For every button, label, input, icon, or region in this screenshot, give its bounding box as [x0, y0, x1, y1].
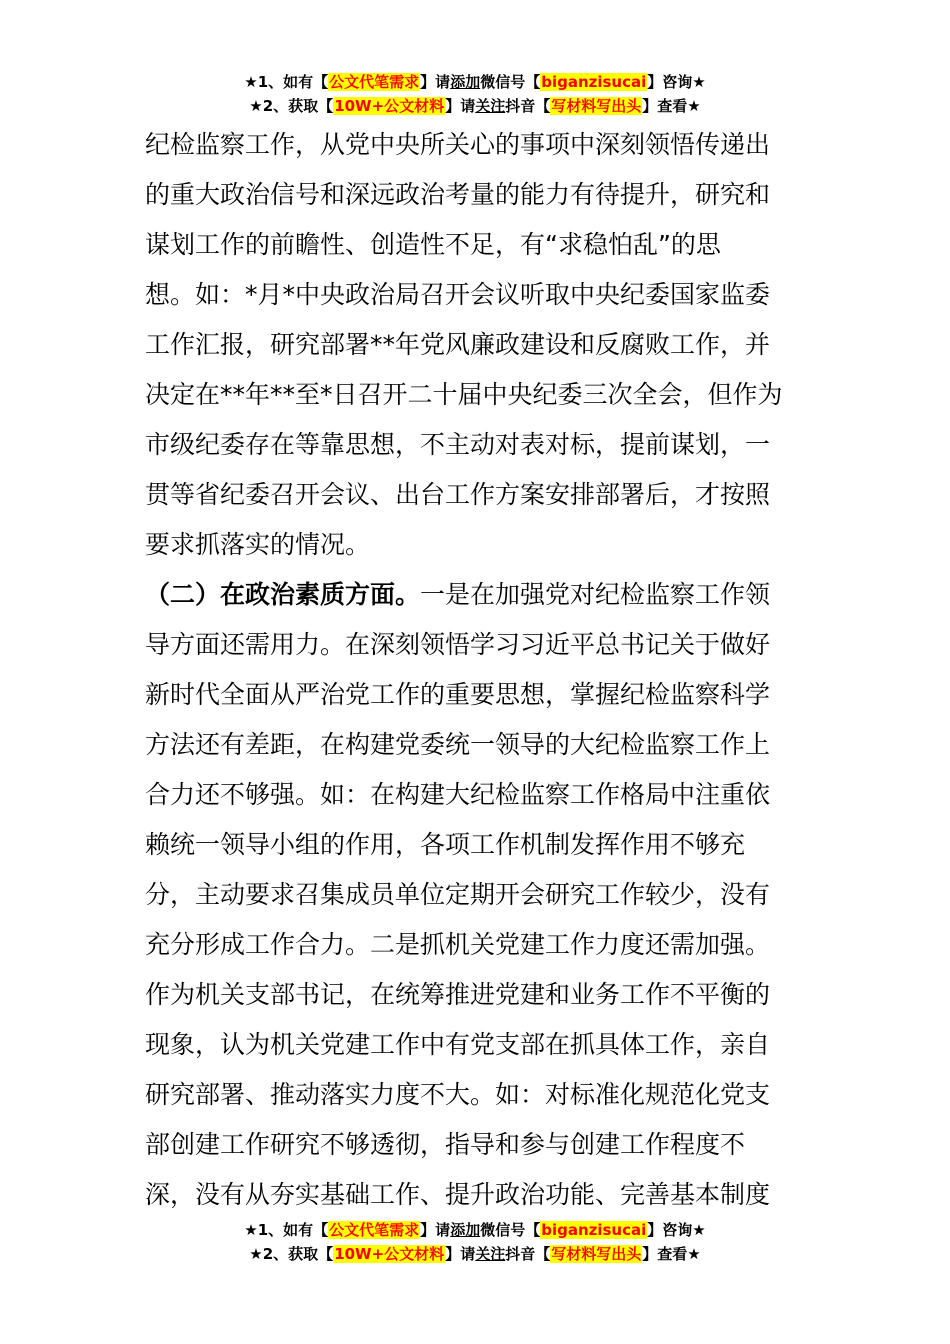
- banner-text: 】咨询★: [647, 1221, 706, 1239]
- body-line: 的重大政治信号和深远政治考量的能力有待提升，研究和: [145, 180, 771, 209]
- section-first-line-text: 一是在加强党对纪检监察工作领: [420, 580, 771, 609]
- highlight-service: 公文代笔需求: [329, 1221, 420, 1239]
- banner-text: 微信号【: [480, 1221, 541, 1239]
- body-line: 决定在**年**至*日召开二十届中央纪委三次全会，但作为: [145, 380, 783, 409]
- banner-line-2: [0, 1242, 950, 1266]
- highlight-douyin-id: 写材料写出头: [551, 97, 642, 115]
- banner-text: ★2、获取【: [249, 97, 334, 115]
- body-line: 要求抓落实的情况。: [145, 530, 371, 559]
- section-heading: （二）在政治素质方面。: [145, 580, 421, 609]
- banner-underlined-text: 关注: [475, 1245, 506, 1263]
- banner-text: 】查看★: [642, 1245, 701, 1263]
- body-line: 方法还有差距，在构建党委统一领导的大纪检监察工作上: [145, 730, 771, 759]
- body-line: 研究部署、推动落实力度不大。如：对标准化规范化党支: [145, 1080, 771, 1109]
- banner-underlined-text: 添加: [450, 1221, 481, 1239]
- banner-text: 】请: [445, 97, 476, 115]
- body-line: 充分形成工作合力。二是抓机关党建工作力度还需加强。: [145, 930, 771, 959]
- body-line: 工作汇报，研究部署**年党风廉政建设和反腐败工作，并: [145, 330, 771, 359]
- banner-text: 】咨询★: [647, 73, 706, 91]
- bottom-banner: [0, 1218, 950, 1266]
- body-line: 深，没有从夯实基础工作、提升政治功能、完善基本制度: [145, 1180, 771, 1209]
- highlight-wechat-id: biganzisucai: [541, 73, 647, 91]
- banner-text: ★1、如有【: [244, 73, 329, 91]
- banner-line-1: [0, 1218, 950, 1242]
- banner-line-2: [0, 94, 950, 118]
- banner-text: 】查看★: [642, 97, 701, 115]
- banner-text: 抖音【: [505, 97, 551, 115]
- banner-text: ★2、获取【: [249, 1245, 334, 1263]
- body-line: 赖统一领导小组的作用，各项工作机制发挥作用不够充: [145, 830, 746, 859]
- body-line: 分，主动要求召集成员单位定期开会研究工作较少，没有: [145, 880, 771, 909]
- banner-underlined-text: 关注: [475, 97, 506, 115]
- banner-text: 微信号【: [480, 73, 541, 91]
- highlight-materials: 10W+公文材料: [334, 1245, 445, 1263]
- banner-text: 】请: [420, 1221, 451, 1239]
- body-line: 想。如：*月*中央政治局召开会议听取中央纪委国家监委: [145, 280, 771, 309]
- body-line: 谋划工作的前瞻性、创造性不足，有“求稳怕乱”的思: [145, 230, 721, 259]
- banner-underlined-text: 添加: [450, 73, 481, 91]
- top-banner: [0, 70, 950, 118]
- body-line: 导方面还需用力。在深刻领悟学习习近平总书记关于做好: [145, 630, 771, 659]
- body-line: 市级纪委存在等靠思想，不主动对表对标，提前谋划，一: [145, 430, 771, 459]
- body-line: 纪检监察工作，从党中央所关心的事项中深刻领悟传递出: [145, 130, 771, 159]
- body-line: 现象，认为机关党建工作中有党支部在抓具体工作，亲自: [145, 1030, 771, 1059]
- banner-line-1: [0, 70, 950, 94]
- section-first-line: [145, 570, 770, 620]
- highlight-wechat-id: biganzisucai: [541, 1221, 647, 1239]
- banner-text: ★1、如有【: [244, 1221, 329, 1239]
- banner-text: 】请: [420, 73, 451, 91]
- banner-text: 】请: [445, 1245, 476, 1263]
- highlight-douyin-id: 写材料写出头: [551, 1245, 642, 1263]
- banner-text: 抖音【: [505, 1245, 551, 1263]
- body-line: 部创建工作研究不够透彻，指导和参与创建工作程度不: [145, 1130, 746, 1159]
- body-line: 新时代全面从严治党工作的重要思想，掌握纪检监察科学: [145, 680, 771, 709]
- body-line: 合力还不够强。如：在构建大纪检监察工作格局中注重依: [145, 780, 771, 809]
- body-line: 贯等省纪委召开会议、出台工作方案安排部署后，才按照: [145, 480, 771, 509]
- highlight-service: 公文代笔需求: [329, 73, 420, 91]
- body-line: 作为机关支部书记，在统筹推进党建和业务工作不平衡的: [145, 980, 771, 1009]
- highlight-materials: 10W+公文材料: [334, 97, 445, 115]
